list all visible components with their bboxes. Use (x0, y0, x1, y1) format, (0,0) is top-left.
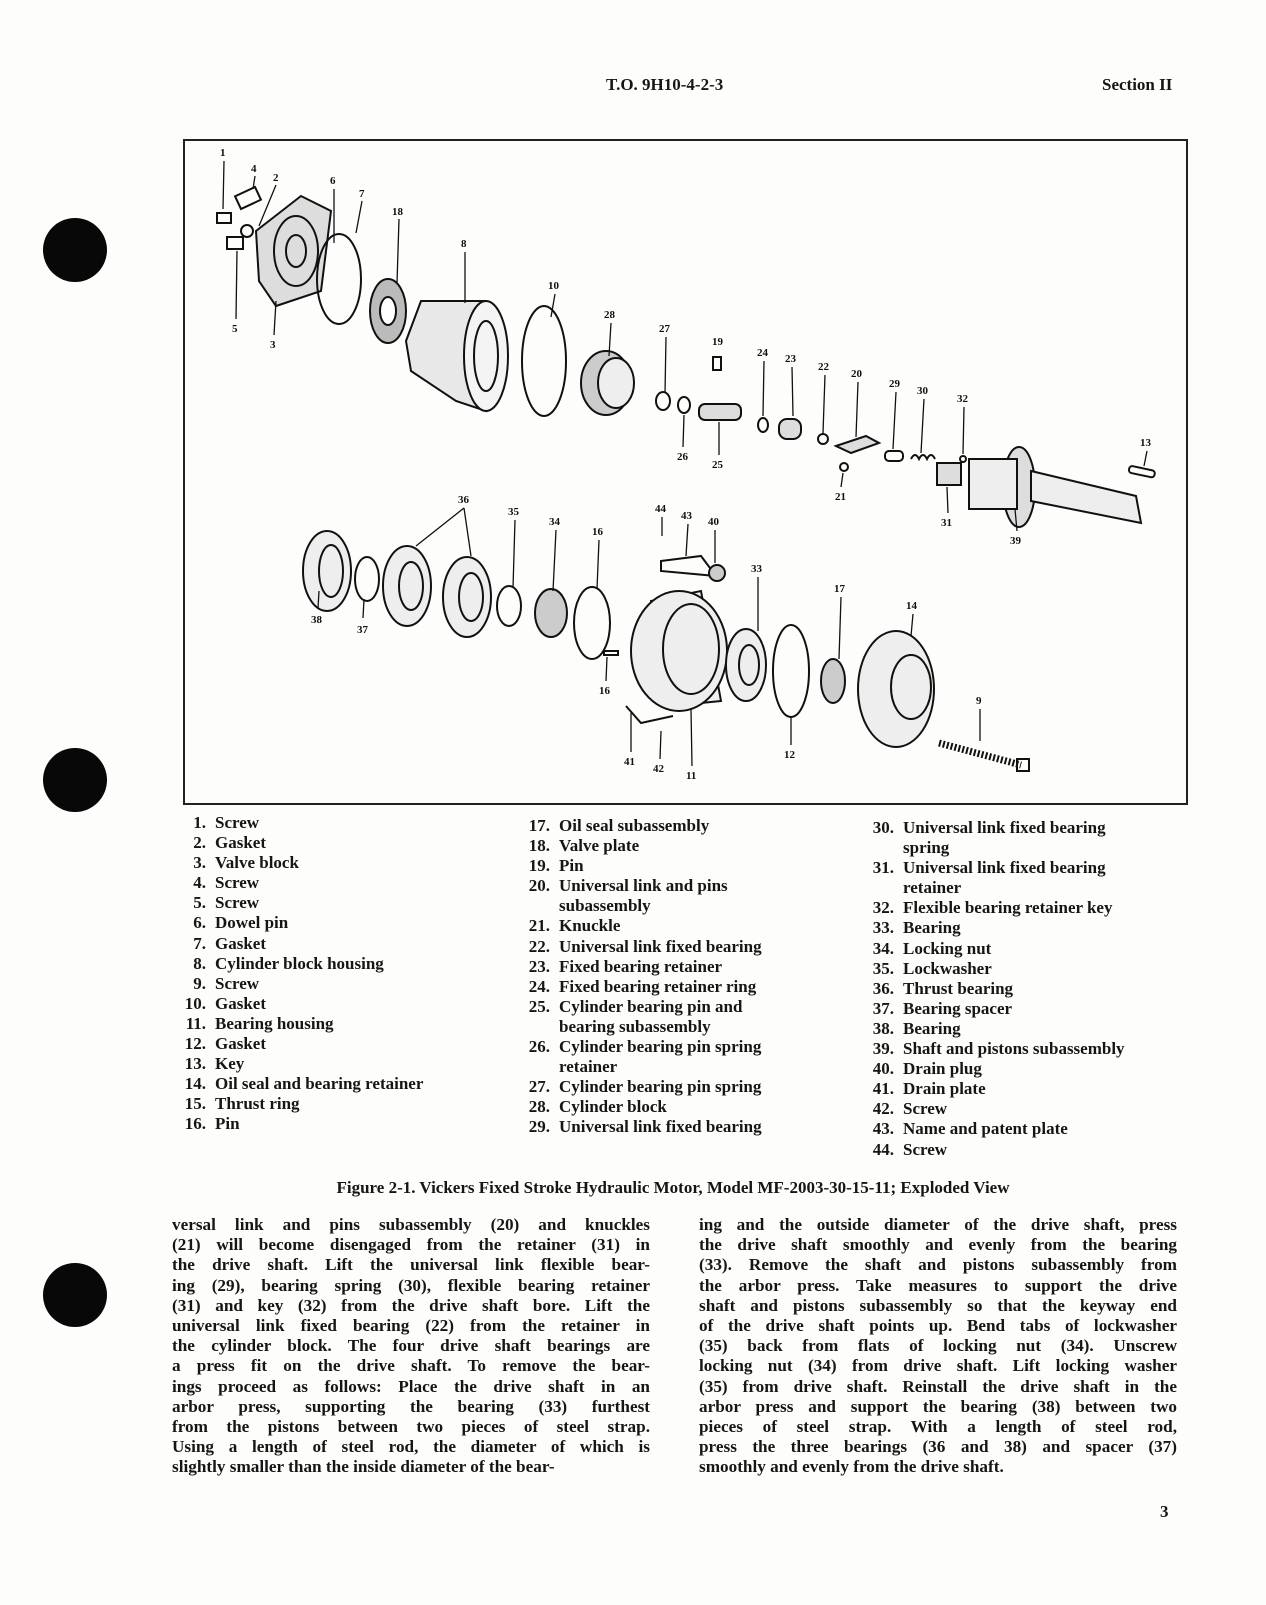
legend-item-number: 21. (528, 916, 550, 936)
legend-item-label: Gasket (215, 1034, 266, 1054)
legend-item (508, 977, 762, 997)
legend-item-label: Fixed bearing retainer (559, 956, 723, 976)
callout: 16 (599, 685, 610, 697)
callout: 23 (785, 353, 796, 365)
legend-item-number: 43. (872, 1119, 894, 1139)
legend-item (168, 813, 423, 833)
legend-item-number: 28. (528, 1097, 550, 1117)
callout: 26 (677, 451, 688, 463)
legend-item-label: Screw (215, 973, 260, 993)
callout: 5 (232, 323, 238, 335)
fixed-bearing-retainer (779, 419, 801, 439)
legend-item (508, 1117, 762, 1137)
legend-item-number (852, 878, 903, 898)
legend-item-number: 17. (528, 816, 550, 835)
legend-item (852, 1119, 1125, 1139)
legend-item (508, 916, 762, 936)
callout: 28 (604, 309, 615, 321)
legend-item (852, 858, 1125, 878)
legend-item-label: retainer (903, 878, 962, 898)
legend-item-number: 29. (528, 1117, 550, 1137)
lockwasher (497, 586, 521, 626)
legend-item-number: 44. (872, 1139, 894, 1159)
body-text-line: (33). Remove the shaft and pistons subassembly from (699, 1255, 1177, 1275)
legend-item-label: Universal link and pins (559, 876, 728, 896)
body-text-line: ing and the outside diameter of the drive shaft, press (699, 1215, 1177, 1234)
legend-item-number: 20. (528, 876, 550, 896)
drain-plug (709, 565, 725, 581)
legend-item (508, 1097, 762, 1117)
body-text-line: of the drive shaft points up. Bend tabs of lockwasher (699, 1315, 1177, 1335)
callout: 22 (818, 361, 829, 373)
legend-item-label: Oil seal subassembly (559, 816, 710, 835)
legend-item-label: Bearing spacer (903, 998, 1013, 1018)
legend-item-label: Thrust ring (215, 1094, 300, 1114)
legend-item-number: 9. (193, 973, 206, 993)
legend-item (508, 816, 762, 836)
callout: 43 (681, 510, 692, 522)
legend-item-number: 10. (184, 993, 206, 1013)
legend-item (852, 999, 1125, 1019)
parts-legend-column-1 (168, 813, 423, 1135)
legend-item-number: 37. (872, 998, 894, 1018)
body-text-line: universal link fixed bearing (22) from the retainer in (172, 1315, 650, 1335)
legend-item-label: Cylinder block (559, 1097, 667, 1117)
legend-item-label: Pin (559, 856, 584, 876)
screw-5 (227, 237, 243, 249)
legend-item-label: Gasket (215, 833, 266, 853)
retainer-key (960, 456, 966, 462)
legend-item-label: Shaft and pistons subassembly (903, 1039, 1125, 1059)
legend-item-label: Universal link fixed bearing (903, 858, 1106, 878)
legend-item (508, 937, 762, 957)
legend-item-label: Screw (215, 813, 260, 832)
legend-item-label: Flexible bearing retainer key (903, 898, 1113, 918)
legend-item (168, 934, 423, 954)
legend-item-number: 22. (528, 936, 550, 956)
body-text-line: arbor press and support the bearing (38) between two (699, 1396, 1177, 1416)
figure-caption: Figure 2-1. Vickers Fixed Stroke Hydraulic Motor, Model MF-2003-30-15-11; Exploded View (336, 1178, 1010, 1197)
callout: 8 (461, 238, 467, 250)
legend-item-number (508, 1057, 559, 1077)
body-text-line: the drive shaft. Lift the universal link flexible bear- (172, 1255, 650, 1275)
legend-item-label: Screw (903, 1139, 948, 1159)
legend-item-label: Bearing (903, 918, 961, 938)
callout: 30 (917, 385, 928, 397)
legend-item-number: 16. (184, 1114, 206, 1134)
callout: 14 (906, 600, 917, 612)
legend-item-number: 7. (193, 933, 206, 953)
pin-19 (713, 357, 721, 370)
legend-item-label: Valve block (215, 853, 299, 873)
legend-item (852, 818, 1125, 838)
universal-link (836, 436, 879, 453)
callout: 38 (311, 614, 322, 626)
legend-item-number: 33. (872, 918, 894, 938)
thrust-ring (574, 587, 610, 659)
legend-item-label: Universal link fixed bearing (559, 1117, 762, 1137)
section-label: Section II (1102, 75, 1173, 94)
legend-item (508, 957, 762, 977)
legend-item-label: Key (215, 1054, 245, 1074)
legend-item-label: Bearing (903, 1018, 961, 1038)
body-text-line: (21) will become disengaged from the retainer (31) in (172, 1235, 650, 1255)
bearing-spring (911, 455, 935, 459)
gasket-10 (522, 306, 566, 416)
body-text-line: (35) from drive shaft. Reinstall the drive shaft in the (699, 1376, 1177, 1396)
exploded-view-figure (183, 139, 1188, 805)
legend-item-number: 5. (193, 893, 206, 913)
callout: 1 (220, 147, 226, 159)
binder-hole (43, 218, 107, 282)
legend-item-number: 1. (193, 813, 206, 832)
legend-item-label: Knuckle (559, 916, 621, 936)
binder-hole (43, 1263, 107, 1327)
legend-item (508, 997, 762, 1017)
body-text-line: slightly smaller than the inside diameter of the bear- (172, 1457, 555, 1477)
body-text-line: ings proceed as follows: Place the drive shaft in an (172, 1376, 650, 1396)
body-text-line: from the pistons between two pieces of steel strap. (172, 1416, 650, 1436)
body-text-line: press the three bearings (36 and 38) and spacer (37) (699, 1437, 1177, 1457)
legend-item-label: Fixed bearing retainer ring (559, 976, 757, 996)
legend-item (508, 856, 762, 876)
legend-item-number: 8. (193, 953, 206, 973)
callout: 19 (712, 336, 723, 348)
pin-16 (604, 651, 618, 655)
legend-item-number: 32. (872, 898, 894, 918)
legend-item-number: 25. (528, 996, 550, 1016)
legend-item-label: bearing subassembly (559, 1016, 711, 1036)
callout: 18 (392, 206, 403, 218)
body-text-right-column (699, 1215, 1177, 1477)
legend-item-number: 39. (872, 1039, 894, 1059)
flexible-bearing (885, 451, 903, 461)
callout: 3 (270, 339, 276, 351)
oil-seal-retainer (858, 631, 934, 747)
legend-item (168, 1074, 423, 1094)
legend-item (168, 994, 423, 1014)
legend-item-number: 26. (528, 1037, 550, 1057)
legend-item-number: 6. (193, 913, 206, 933)
legend-item-label: Name and patent plate (903, 1119, 1068, 1139)
legend-item (852, 1099, 1125, 1119)
callout: 11 (686, 770, 697, 782)
legend-item-number: 30. (872, 818, 894, 837)
legend-item-label: Gasket (215, 933, 266, 953)
legend-item (852, 959, 1125, 979)
body-text-line: a press fit on the drive shaft. To remove the bear- (172, 1356, 650, 1376)
legend-item (508, 896, 762, 916)
legend-item-number: 23. (528, 956, 550, 976)
legend-item (168, 1114, 423, 1134)
callout: 6 (330, 175, 336, 187)
callout: 20 (851, 368, 862, 380)
name-plate (661, 556, 716, 576)
gasket-7 (317, 234, 361, 324)
legend-item-number: 12. (184, 1034, 206, 1054)
legend-item-label: Universal link fixed bearing (559, 936, 762, 956)
legend-item-label: Universal link fixed bearing (903, 818, 1106, 837)
legend-item (168, 1014, 423, 1034)
legend-item (168, 1094, 423, 1114)
pin-spring (656, 392, 670, 410)
legend-item (852, 1079, 1125, 1099)
body-text-line: locking nut (34) from drive shaft. Lift locking washer (699, 1356, 1177, 1376)
callout: 10 (548, 280, 559, 292)
body-text-line: the drive shaft smoothly and evenly from the bearing (699, 1235, 1177, 1255)
legend-item-number: 15. (184, 1094, 206, 1114)
exploded-view-drawing (185, 141, 1186, 803)
parts (217, 187, 1155, 771)
fixed-bearing (818, 434, 828, 444)
legend-item (508, 1037, 762, 1057)
legend-item-number (508, 1017, 559, 1037)
callout: 29 (889, 378, 900, 390)
body-text-line: arbor press, supporting the bearing (33) furthest (172, 1396, 650, 1416)
callout: 34 (549, 516, 560, 528)
screw-1 (217, 213, 231, 223)
callout: 13 (1140, 437, 1151, 449)
legend-item-label: subassembly (559, 896, 651, 916)
legend-item-label: retainer (559, 1057, 618, 1077)
legend-item-number: 35. (872, 958, 894, 978)
callout: 2 (273, 172, 279, 184)
callout: 36 (458, 494, 469, 506)
callout: 42 (653, 763, 664, 775)
callout: 12 (784, 749, 795, 761)
legend-item (168, 873, 423, 893)
body-text-left-column (172, 1215, 650, 1477)
callout: 32 (957, 393, 968, 405)
parts-legend-column-3 (852, 818, 1125, 1160)
legend-item-label: Screw (215, 893, 260, 913)
bearing-spacer (355, 557, 379, 601)
callout: 9 (976, 695, 982, 707)
legend-item (852, 898, 1125, 918)
callout: 35 (508, 506, 519, 518)
legend-item-label: Screw (903, 1099, 948, 1119)
legend-item-label: Screw (215, 873, 260, 893)
legend-item-label: Pin (215, 1114, 240, 1134)
locking-nut (535, 589, 567, 637)
legend-item (168, 833, 423, 853)
legend-item-label: Locking nut (903, 938, 992, 958)
screw-9 (939, 743, 1021, 765)
gasket-12 (773, 625, 809, 717)
body-text-line: pieces of steel strap. With a length of steel rod, (699, 1416, 1177, 1436)
body-text-line: ing (29), bearing spring (30), flexible bearing retainer (172, 1275, 650, 1295)
cylinder-bearing-pin (699, 404, 741, 420)
body-text-line: the arbor press. Take measures to support the drive (699, 1275, 1177, 1295)
legend-item (168, 1054, 423, 1074)
legend-item-label: Cylinder block housing (215, 953, 384, 973)
callout: 41 (624, 756, 635, 768)
legend-item (508, 876, 762, 896)
legend-item (852, 1140, 1125, 1160)
callout: 27 (659, 323, 670, 335)
body-text-line: shaft and pistons subassembly so that the keyway end (699, 1295, 1177, 1315)
bearing-retainer (937, 463, 961, 485)
oil-seal (821, 659, 845, 703)
legend-item (168, 954, 423, 974)
pistons (969, 459, 1017, 509)
legend-item (508, 1057, 762, 1077)
body-text-line: the cylinder block. The four drive shaft bearings are (172, 1336, 650, 1356)
callout: 24 (757, 347, 768, 359)
legend-item-number: 41. (872, 1079, 894, 1099)
gasket-2 (241, 225, 253, 237)
legend-item (852, 838, 1125, 858)
body-text-line: (31) and key (32) from the drive shaft bore. Lift the (172, 1295, 650, 1315)
callout: 17 (834, 583, 845, 595)
legend-item-label: Drain plug (903, 1059, 982, 1079)
legend-item-label: Thrust bearing (903, 978, 1014, 998)
callout: 37 (357, 624, 368, 636)
legend-item (168, 1034, 423, 1054)
legend-item (852, 918, 1125, 938)
legend-item-number: 19. (528, 856, 550, 876)
legend-item-number (508, 896, 559, 916)
callout: 44 (655, 503, 666, 515)
legend-item-number: 13. (184, 1054, 206, 1074)
callout: 39 (1010, 535, 1021, 547)
body-text-line: versal link and pins subassembly (20) and knuckles (172, 1215, 650, 1234)
body-text-line: Using a length of steel rod, the diameter of which is (172, 1437, 650, 1457)
legend-item-label: Cylinder bearing pin spring (559, 1077, 762, 1097)
body-text-line: smoothly and evenly from the drive shaft. (699, 1457, 1004, 1477)
legend-item-number: 11. (185, 1013, 206, 1033)
parts-legend-column-2 (508, 816, 762, 1138)
legend-item (852, 1059, 1125, 1079)
callout: 16 (592, 526, 603, 538)
knuckle (840, 463, 848, 471)
legend-item (508, 836, 762, 856)
legend-item-number: 2. (193, 833, 206, 853)
callout: 4 (251, 163, 257, 175)
legend-item-number: 24. (528, 976, 550, 996)
legend-item-label: Lockwasher (903, 958, 992, 978)
legend-item-number (852, 838, 903, 858)
screw-4 (235, 187, 261, 209)
legend-item (508, 1077, 762, 1097)
legend-item-label: spring (903, 838, 950, 858)
legend-item-number: 38. (872, 1018, 894, 1038)
legend-item-label: Valve plate (559, 836, 640, 856)
legend-item-number: 36. (872, 978, 894, 998)
legend-item (168, 893, 423, 913)
legend-item-label: Cylinder bearing pin spring (559, 1037, 762, 1057)
legend-item-number: 42. (872, 1099, 894, 1119)
callout: 25 (712, 459, 723, 471)
legend-item-label: Dowel pin (215, 913, 289, 933)
body-text-line: (35) back from flats of locking nut (34). Unscrew (699, 1336, 1177, 1356)
legend-item-number: 4. (193, 873, 206, 893)
drive-shaft (1031, 471, 1141, 523)
legend-item (852, 1039, 1125, 1059)
legend-item-number: 27. (528, 1077, 550, 1097)
spring-retainer (678, 397, 690, 413)
valve-block (256, 196, 331, 306)
key-13 (1128, 466, 1155, 478)
legend-item (168, 913, 423, 933)
callout: 33 (751, 563, 762, 575)
legend-item-number: 14. (184, 1074, 206, 1094)
legend-item-number: 3. (193, 853, 206, 873)
page-number: 3 (1160, 1502, 1169, 1521)
callout: 31 (941, 517, 952, 529)
legend-item-label: Gasket (215, 993, 266, 1013)
legend-item (852, 878, 1125, 898)
legend-item-number: 18. (528, 836, 550, 856)
binder-hole (43, 748, 107, 812)
callout: 7 (359, 188, 365, 200)
legend-item-number: 34. (872, 938, 894, 958)
legend-item-label: Cylinder bearing pin and (559, 996, 743, 1016)
legend-item (852, 979, 1125, 999)
document-number: T.O. 9H10-4-2-3 (606, 75, 724, 94)
legend-item-number: 31. (872, 858, 894, 878)
legend-item (168, 974, 423, 994)
legend-item (852, 1019, 1125, 1039)
callout: 40 (708, 516, 719, 528)
legend-item (168, 853, 423, 873)
legend-item-label: Bearing housing (215, 1013, 334, 1033)
legend-item-label: Oil seal and bearing retainer (215, 1074, 424, 1094)
retainer-ring (758, 418, 768, 432)
legend-item (852, 939, 1125, 959)
legend-item-label: Drain plate (903, 1079, 986, 1099)
callout: 21 (835, 491, 846, 503)
legend-item-number: 40. (872, 1059, 894, 1079)
legend-item (508, 1017, 762, 1037)
